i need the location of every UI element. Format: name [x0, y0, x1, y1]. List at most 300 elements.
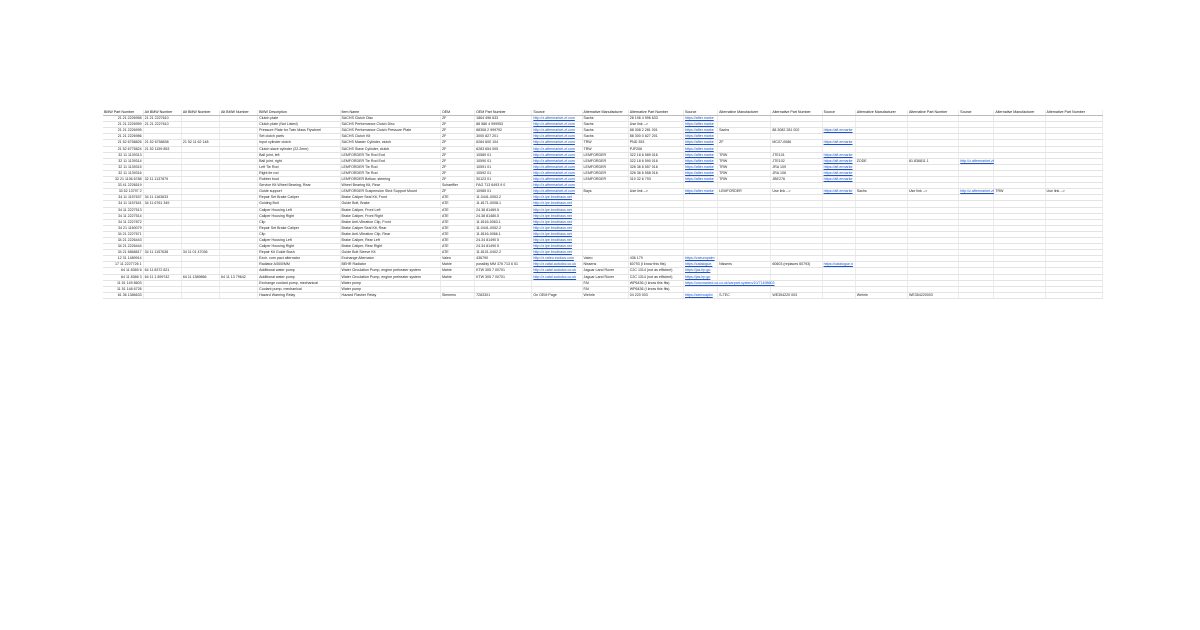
link-cell[interactable]: https://aft.ermarke [822, 152, 855, 158]
table-cell[interactable]: Mahle [440, 268, 474, 274]
table-cell[interactable]: 24.38 81480.5 [475, 213, 532, 219]
table-cell[interactable]: LEMFORDER [582, 158, 628, 164]
table-cell[interactable]: 34 11 01 47036 [181, 250, 219, 256]
link-cell[interactable]: https://catalogue. [683, 262, 717, 268]
link-cell[interactable]: http://z.ipe.brodhaus.net [532, 225, 582, 231]
table-cell[interactable]: Caliper Housing Left [258, 207, 340, 213]
table-cell[interactable]: ZF [440, 177, 474, 183]
link-cell[interactable]: https://after.marke [683, 134, 717, 140]
table-cell[interactable]: SACHS Performance Clutch Pressure Plate [340, 128, 440, 134]
table-cell[interactable]: 34 11 2227514 [103, 213, 143, 219]
link-cell[interactable]: http://z.aftermarket.zf.com [532, 128, 582, 134]
table-cell[interactable]: JRA 109 [771, 164, 822, 170]
link-cell[interactable]: http://z.ipe.brodhaus.net [532, 213, 582, 219]
table-cell[interactable]: Sachs [855, 189, 907, 195]
table-cell[interactable]: 326 36 6 557 016 [628, 164, 683, 170]
table-cell[interactable]: 10589 01 [475, 152, 532, 158]
column-header[interactable]: Source [532, 110, 582, 116]
table-cell[interactable]: 60603 (replaces 60793) [771, 262, 822, 268]
table-cell[interactable]: Water pump [340, 280, 440, 286]
table-cell[interactable]: 34 11 2227872 [103, 219, 143, 225]
table-cell[interactable]: ZF [440, 158, 474, 164]
table-cell[interactable]: Brake Caliper, Rear Right [340, 244, 440, 250]
table-cell[interactable]: WP6436 (I know this fits) [628, 280, 683, 286]
table-cell[interactable]: 64 11 1 899742 [143, 274, 181, 280]
table-cell[interactable]: LEMFORDER [582, 170, 628, 176]
link-cell[interactable]: http://z.aftermarket.zf.com [532, 134, 582, 140]
table-cell[interactable]: ZF [718, 140, 771, 146]
table-cell[interactable]: 3000 827 201 [475, 134, 532, 140]
table-cell[interactable]: 32 11 1139316 [103, 170, 143, 176]
link-cell[interactable]: https://after.marke [683, 122, 717, 128]
table-cell[interactable]: Repair Kit Guide Bush [258, 250, 340, 256]
column-header[interactable]: OEM Part Number [475, 110, 532, 116]
table-cell[interactable]: 21 21 2226995 [103, 128, 143, 134]
table-cell[interactable]: Brake Anti-Vibration Clip, Rear [340, 231, 440, 237]
table-cell[interactable]: 11.8101-0402.2 [475, 250, 532, 256]
table-cell[interactable]: Brake Caliper Seal Kit, Front [340, 195, 440, 201]
table-cell[interactable]: FAG 713 6493 9 0 [475, 183, 532, 189]
table-cell[interactable]: FAI [582, 280, 628, 286]
table-cell[interactable]: Guide support [258, 189, 340, 195]
table-cell[interactable]: SACHS Clutch Disc [340, 116, 440, 122]
table-cell[interactable]: 326 36 6 558 016 [628, 170, 683, 176]
table-cell[interactable]: 32 11 1139313 [103, 152, 143, 158]
link-cell[interactable]: http://z.aftermarket.zf.com [532, 152, 582, 158]
table-cell[interactable]: 322 18 6 589 016 [628, 152, 683, 158]
table-cell[interactable]: ZODE [855, 158, 907, 164]
table-cell[interactable]: Caliper Housing Left [258, 237, 340, 243]
table-cell[interactable]: Caliper Housing Right [258, 213, 340, 219]
link-cell[interactable]: https://after.marke [683, 116, 717, 122]
table-cell[interactable]: Radiator A/500/MM [258, 262, 340, 268]
table-cell[interactable]: WE354220003 [907, 292, 958, 298]
table-cell[interactable]: 64 11 8372 821 [143, 268, 181, 274]
link-cell[interactable]: http://z.ipe.brodhaus.net [532, 244, 582, 250]
table-cell[interactable]: 6283 654 005 [475, 146, 532, 152]
table-cell[interactable]: Clutch slave cylinder (22.2mm) [258, 146, 340, 152]
table-cell[interactable]: Caliper Housing Right [258, 244, 340, 250]
link-cell[interactable]: http://z.valeo.ecdocs.com [532, 256, 582, 262]
table-cell[interactable]: 21 21 2227610 [143, 116, 181, 122]
link-cell[interactable]: https://after.marke [683, 164, 717, 170]
table-cell[interactable]: LEMFORDER [718, 189, 771, 195]
table-cell[interactable]: Ball joint, left [258, 152, 340, 158]
table-cell[interactable]: 436790 [475, 256, 532, 262]
table-cell[interactable]: Nissens [582, 262, 628, 268]
table-cell[interactable]: 21 52 1159 853 [143, 146, 181, 152]
table-cell[interactable]: 34 11 1157638 [143, 250, 181, 256]
table-cell[interactable]: 10590 01 [475, 158, 532, 164]
table-cell[interactable]: Hazard Warning Relay [258, 292, 340, 298]
table-cell[interactable]: 88 300 0 827 201 [628, 134, 683, 140]
table-cell[interactable]: 24.34 81490 5 [475, 237, 532, 243]
table-cell[interactable]: ZF [440, 122, 474, 128]
table-cell[interactable]: Rubber boot [258, 177, 340, 183]
table-cell[interactable]: 34 11 1163633 [143, 195, 181, 201]
table-cell[interactable]: MC07-0086 [771, 140, 822, 146]
table-cell[interactable]: Exch. com pact alternator [258, 256, 340, 262]
table-cell[interactable]: 33 41 2226519 [103, 183, 143, 189]
table-cell[interactable]: Ball joint, right [258, 158, 340, 164]
table-cell[interactable]: ATE [440, 231, 474, 237]
link-cell[interactable]: http://z.aftermarket.zf [960, 189, 994, 194]
table-cell[interactable]: 32 21 1136 6788 [103, 177, 143, 183]
link-cell[interactable]: https://aft.ermarke [822, 189, 855, 195]
table-cell[interactable]: 88 308 2 281 001 [628, 128, 683, 134]
table-cell[interactable]: SACHS Clutch Kit [340, 134, 440, 140]
table-cell[interactable]: Sachs [582, 116, 628, 122]
table-cell[interactable]: KTW 305 7 00701 [475, 268, 532, 274]
table-cell[interactable]: 11.8116-0063.1 [475, 219, 532, 225]
table-cell[interactable]: Service Kit Wheel Bearing, Rear [258, 183, 340, 189]
table-cell[interactable]: Sachs [718, 128, 771, 134]
table-cell[interactable]: Use link --> [1045, 189, 1102, 195]
table-cell[interactable]: Sachs [582, 122, 628, 128]
table-cell[interactable]: Brake Caliper, Rear Left [340, 237, 440, 243]
table-cell[interactable]: 64 11 1389866 [181, 274, 219, 280]
table-cell[interactable]: 34 11 2227513 [103, 207, 143, 213]
table-cell[interactable]: Brake Caliper Seal Kit, Rear [340, 225, 440, 231]
table-cell[interactable]: 04 220 003 [628, 292, 683, 298]
link-cell[interactable]: http://z.aftermarket.zf.com [532, 177, 582, 183]
table-cell[interactable]: Valeo [440, 256, 474, 262]
table-cell[interactable]: 88 586 4 999953 [475, 122, 532, 128]
link-cell[interactable]: https://after.marke [683, 177, 717, 183]
table-cell[interactable]: 11 51 149 8603 [103, 280, 143, 286]
table-cell[interactable]: Set clutch parts [258, 134, 340, 140]
table-cell[interactable]: ZF [440, 170, 474, 176]
link-cell[interactable]: https://aft.ermarke [822, 128, 855, 134]
table-cell[interactable]: ZF [440, 152, 474, 158]
table-cell[interactable] [181, 292, 219, 298]
table-cell[interactable]: LEMFORDER Tie Rod End [340, 158, 440, 164]
link-cell[interactable]: http://z.ipe.brodhaus.net [532, 250, 582, 256]
table-cell[interactable] [1045, 292, 1102, 298]
table-cell[interactable]: Wehrle [855, 292, 907, 298]
table-cell[interactable]: Exchange Alternator [340, 256, 440, 262]
table-cell[interactable]: 32 11 1139314 [103, 158, 143, 164]
column-header[interactable]: Alt BMW Number [181, 110, 219, 116]
table-cell[interactable]: 64 11 8365 6 [103, 268, 143, 274]
table-cell[interactable]: ATE [440, 201, 474, 207]
link-cell[interactable]: http://z.aftermarket.zf.com [532, 140, 582, 146]
table-cell[interactable]: Input cylinder clutch [258, 140, 340, 146]
table-cell[interactable] [822, 292, 855, 298]
column-header[interactable]: Alternative Manufacturer [994, 110, 1045, 116]
column-header[interactable]: Item Name [340, 110, 440, 116]
table-cell[interactable]: FAI [582, 286, 628, 292]
table-cell[interactable]: Bays [582, 189, 628, 195]
link-cell[interactable]: https://aft.ermarke [822, 177, 855, 183]
link-cell[interactable]: http://z.aftermarket.zf.com [532, 122, 582, 128]
table-cell[interactable]: Right tie rod [258, 170, 340, 176]
table-cell[interactable]: 34 21 2226444 [103, 244, 143, 250]
table-cell[interactable]: Use link --> [628, 122, 683, 128]
table-cell[interactable]: ATE [440, 244, 474, 250]
table-cell[interactable]: Coolant pump, mechanical [258, 286, 340, 292]
table-cell[interactable]: TRW [994, 189, 1045, 195]
table-cell[interactable]: 34 11 6761 349 [143, 201, 181, 207]
link-cell[interactable]: https://after.marke [683, 146, 717, 152]
column-header[interactable]: OEM [440, 110, 474, 116]
column-header[interactable]: BMW Description [258, 110, 340, 116]
table-cell[interactable]: ATE [440, 213, 474, 219]
table-cell[interactable]: TRW [718, 177, 771, 183]
table-cell[interactable]: ZF [440, 128, 474, 134]
table-cell[interactable]: Wehrle [582, 292, 628, 298]
table-cell[interactable]: Exchange coolant pump, mechanical [258, 280, 340, 286]
link-cell[interactable]: http://z.aftermarket.zf.com [532, 116, 582, 122]
table-cell[interactable]: 88308 2 999792 [475, 128, 532, 134]
table-cell[interactable]: Use link --> [628, 189, 683, 195]
table-cell[interactable]: 11.8116-0066.1 [475, 231, 532, 237]
table-cell[interactable]: 1864 496 633 [475, 116, 532, 122]
table-cell[interactable]: ATE [440, 219, 474, 225]
table-cell[interactable]: Water pump [340, 286, 440, 292]
table-cell[interactable]: TRW [582, 140, 628, 146]
table-cell[interactable] [994, 292, 1045, 298]
table-cell[interactable]: 34 11 1157641 [103, 201, 143, 207]
table-cell[interactable]: 310 32 6 793 [628, 177, 683, 183]
table-cell[interactable]: 10592 01 [475, 170, 532, 176]
table-cell[interactable]: WP6436 (I know this fits) [628, 286, 683, 292]
table-cell[interactable]: JBE276 [771, 177, 822, 183]
table-cell[interactable]: 11.0441-0053.2 [475, 195, 532, 201]
link-cell[interactable]: https://aft.ermarke [822, 170, 855, 176]
link-cell[interactable]: http://z.aftermarket.zf.com [532, 189, 582, 195]
table-cell[interactable]: Brake Caliper, Front Left [340, 207, 440, 213]
table-cell[interactable]: 21 21 2226959 [103, 122, 143, 128]
table-cell[interactable]: 28 196 4 996 633 [628, 116, 683, 122]
table-cell[interactable]: 34 21 6868817 [103, 250, 143, 256]
link-cell[interactable]: http://z.ipe.brodhaus.net [532, 219, 582, 225]
table-cell[interactable]: 88 3082 281 002 [771, 128, 822, 134]
table-cell[interactable]: ATE [440, 250, 474, 256]
column-header[interactable]: Source [822, 110, 855, 116]
link-cell[interactable]: https://after.marke [683, 170, 717, 176]
table-cell[interactable]: LEMFORDER Tie Rod End [340, 152, 440, 158]
link-cell[interactable]: https://vaeuropaim [683, 256, 717, 262]
link-cell[interactable]: http://z.aftermarket.zf.com [532, 183, 582, 189]
table-cell[interactable]: 21 21 2226986 [103, 134, 143, 140]
table-cell[interactable]: Repair Set Brake Caliper [258, 225, 340, 231]
table-cell[interactable]: WE354220 003 [771, 292, 822, 298]
table-cell[interactable]: Jaguar Land Rover [582, 268, 628, 274]
table-cell[interactable]: 10985 01 [475, 189, 532, 195]
table-cell[interactable]: ATE [440, 207, 474, 213]
table-cell[interactable]: 7283301 [475, 292, 532, 298]
table-cell[interactable]: LEMFORDER [582, 164, 628, 170]
table-cell[interactable]: 24.38 81469.5 [475, 207, 532, 213]
table-cell[interactable]: 61 36 1386633 [103, 292, 143, 298]
table-cell[interactable]: TRW [718, 170, 771, 176]
table-cell[interactable]: Sachs [582, 134, 628, 140]
table-cell[interactable]: Nissens [718, 262, 771, 268]
table-cell[interactable]: PND 353 [628, 140, 683, 146]
table-cell[interactable]: Hazard Flasher Relay [340, 292, 440, 298]
table-cell[interactable]: 64 11 13 79642 [219, 274, 257, 280]
table-cell[interactable]: Pressure Plate for Twin Mass Flywheel [258, 128, 340, 134]
table-cell[interactable]: Water Circulation Pump, engine preheater system [340, 274, 440, 280]
column-header[interactable]: Alternative Part Number [771, 110, 822, 116]
table-cell[interactable]: C2C 1314 (not as efficient) [628, 268, 683, 274]
table-cell[interactable]: ZF [440, 164, 474, 170]
link-cell[interactable]: http://z.ipe.brodhaus.net [532, 201, 582, 207]
link-cell[interactable]: http://z.aftermarket.zf.com [532, 164, 582, 170]
table-cell[interactable]: 17 11 2227726 1 [103, 262, 143, 268]
table-cell[interactable]: Siemens [440, 292, 474, 298]
table-cell[interactable]: Clutch plate (Not Listed) [258, 122, 340, 128]
table-cell[interactable]: Additional water pump [258, 268, 340, 274]
table-cell[interactable]: ZF [440, 189, 474, 195]
table-cell[interactable]: 34 21 1160079 [103, 225, 143, 231]
table-cell[interactable]: 34 21 2227671 [103, 231, 143, 237]
table-cell[interactable]: Additional water pump [258, 274, 340, 280]
table-cell[interactable]: 11 51 148 6726 [103, 286, 143, 292]
table-cell[interactable]: Use link --> [771, 189, 822, 195]
link-cell[interactable]: https://after.marke [683, 158, 717, 164]
table-cell[interactable]: 21 52 6758826 [103, 140, 143, 146]
table-cell[interactable]: Sachs [582, 128, 628, 134]
link-cell[interactable]: https://aft.ermarke [822, 140, 855, 146]
table-cell[interactable]: 12 31 1489914 [103, 256, 143, 262]
link-cell[interactable]: https://jaz.lrp.go [683, 268, 717, 274]
table-cell[interactable]: JTE102 [771, 158, 822, 164]
link-cell[interactable]: https://after.marke [683, 140, 717, 146]
table-cell[interactable]: 21 52 6775824 [103, 146, 143, 152]
table-cell[interactable]: 33 52 13797 2 [103, 189, 143, 195]
table-cell[interactable]: ATE [440, 237, 474, 243]
table-cell[interactable]: ATE [440, 195, 474, 201]
table-cell[interactable]: LEMFORDER Tie Rod [340, 164, 440, 170]
table-cell[interactable]: 60793 (I know this fits) [628, 262, 683, 268]
link-cell[interactable]: http://z.ipe.brodhaus.net [532, 195, 582, 201]
table-cell[interactable]: Schaeffler [440, 183, 474, 189]
table-cell[interactable]: Guiding Bolt [258, 201, 340, 207]
table-cell[interactable]: On OEM Page [532, 292, 582, 298]
table-cell[interactable]: Wheel Bearing Kit, Rear [340, 183, 440, 189]
table-cell[interactable] [143, 292, 181, 298]
column-header[interactable]: Alternative Manufacturer [855, 110, 907, 116]
table-cell[interactable]: LEMFORDER [582, 152, 628, 158]
link-cell[interactable]: http://z.ipe.brodhaus.net [532, 207, 582, 213]
table-cell[interactable]: ZF [440, 116, 474, 122]
table-cell[interactable]: Jaguar Land Rover [582, 274, 628, 280]
table-cell[interactable]: JRA 106 [771, 170, 822, 176]
column-header[interactable]: Alternative Part Number [907, 110, 958, 116]
link-cell[interactable]: http://z.ipe.brodhaus.net [532, 231, 582, 237]
table-cell[interactable]: possibly MM 376 713 6 51 [475, 262, 532, 268]
link-cell[interactable]: http://z.aftermarket.zf [960, 158, 994, 163]
table-cell[interactable]: Brake Caliper, Front Right [340, 213, 440, 219]
column-header[interactable]: Source [959, 110, 994, 116]
column-header[interactable]: Alternative Part Number [1045, 110, 1102, 116]
table-cell[interactable]: 32 11 1137879 [143, 177, 181, 183]
link-cell[interactable]: https://aft.ermarke [822, 164, 855, 170]
table-cell[interactable]: LEMFORDER Suspension Strut Support Mount [340, 189, 440, 195]
table-cell[interactable]: 10591 01 [475, 164, 532, 170]
link-cell[interactable]: https://after.marke [683, 152, 717, 158]
table-cell[interactable]: ZF [440, 146, 474, 152]
table-cell[interactable]: LEMFORDER Bellow, steering [340, 177, 440, 183]
column-header[interactable]: Alternative Manufacturer [582, 110, 628, 116]
table-cell[interactable]: Clip [258, 219, 340, 225]
table-cell[interactable]: Valeo [582, 256, 628, 262]
link-cell[interactable]: https://siemcaptiv [683, 292, 717, 298]
link-cell[interactable]: http://z.catal.autodoc.co.uk [532, 268, 582, 274]
table-cell[interactable]: 21 21 2226958 [103, 116, 143, 122]
table-cell[interactable] [959, 292, 994, 298]
link-cell[interactable]: http://z.ipe.brodhaus.net [532, 237, 582, 243]
table-cell[interactable]: 32 11 1139315 [103, 164, 143, 170]
table-cell[interactable]: TRW [718, 158, 771, 164]
link-cell[interactable]: https://after.marke [683, 128, 717, 134]
column-header[interactable]: BMW Part Number [103, 110, 143, 116]
table-cell[interactable]: Clip [258, 231, 340, 237]
table-cell[interactable]: LEMFORDER [582, 177, 628, 183]
column-header[interactable]: Source [683, 110, 717, 116]
table-cell[interactable]: TRW [718, 164, 771, 170]
table-cell[interactable]: Mahle [440, 262, 474, 268]
table-cell[interactable]: Use link --> [907, 189, 958, 195]
table-cell[interactable]: 21 21 2227610 [143, 122, 181, 128]
table-cell[interactable]: SACHS Slave Cylinder, clutch [340, 146, 440, 152]
table-cell[interactable]: 322 18 6 590 016 [628, 158, 683, 164]
table-cell[interactable]: 30123 01 [475, 177, 532, 183]
table-cell[interactable]: PJF206 [628, 146, 683, 152]
column-header[interactable]: Alt BMW Number [143, 110, 181, 116]
table-cell[interactable]: Clutch plate [258, 116, 340, 122]
table-cell[interactable]: 21 52 11 62 148 [181, 140, 219, 146]
table-cell[interactable]: SACHS Master Cylinder, clutch [340, 140, 440, 146]
table-cell[interactable]: Water Circulation Pump, engine preheater system [340, 268, 440, 274]
link-cell[interactable]: http://z.aftermarket.zf.com [532, 146, 582, 152]
table-cell[interactable]: KTW 305 7 00701 [475, 274, 532, 280]
table-cell[interactable]: ZF [440, 134, 474, 140]
table-cell[interactable]: C2C 1314 (not as efficient) [628, 274, 683, 280]
table-cell[interactable]: JTE101 [771, 152, 822, 158]
table-cell[interactable]: 64 11 8366 3 [103, 274, 143, 280]
link-cell[interactable]: http://z.catal.autodoc.co.uk [532, 262, 582, 268]
table-cell[interactable]: ZF [440, 140, 474, 146]
table-cell[interactable]: TRW [718, 152, 771, 158]
table-cell[interactable]: 436 179 [628, 256, 683, 262]
table-cell[interactable]: BEHR Radiator [340, 262, 440, 268]
link-cell[interactable]: https://after.marke [683, 189, 717, 195]
link-cell[interactable]: https://catalogue.n [822, 262, 855, 268]
table-cell[interactable]: 34 21 2226443 [103, 237, 143, 243]
table-cell[interactable] [219, 292, 257, 298]
table-cell[interactable]: 21 52 6758838 [143, 140, 181, 146]
link-cell[interactable]: https://uncrowded.oc.co.uk/carpart-system/10/71498603 [684, 280, 775, 285]
table-cell[interactable]: LEMFORDER Tie Rod [340, 170, 440, 176]
column-header[interactable]: Alternative Part Number [628, 110, 683, 116]
table-cell[interactable]: 11.0441-0052.2 [475, 225, 532, 231]
table-cell[interactable]: 24.34 81490 5 [475, 244, 532, 250]
table-cell[interactable]: Mahle [440, 274, 474, 280]
table-cell[interactable]: S-TEC [718, 292, 771, 298]
link-cell[interactable]: https://aft.ermarke [822, 158, 855, 164]
table-cell[interactable]: SACHS Performance Clutch Disc [340, 122, 440, 128]
link-cell[interactable]: http://z.aftermarket.zf.com [532, 170, 582, 176]
table-cell[interactable]: Repair Set Brake Caliper [258, 195, 340, 201]
table-cell[interactable]: 34 11 1157637 [103, 195, 143, 201]
table-cell[interactable]: Brake Anti-Vibration Clip, Front [340, 219, 440, 225]
link-cell[interactable]: http://z.catal.autodoc.co.uk [532, 274, 582, 280]
table-cell[interactable]: 11.8171-0008.1 [475, 201, 532, 207]
table-cell[interactable]: 6284 600 104 [475, 140, 532, 146]
